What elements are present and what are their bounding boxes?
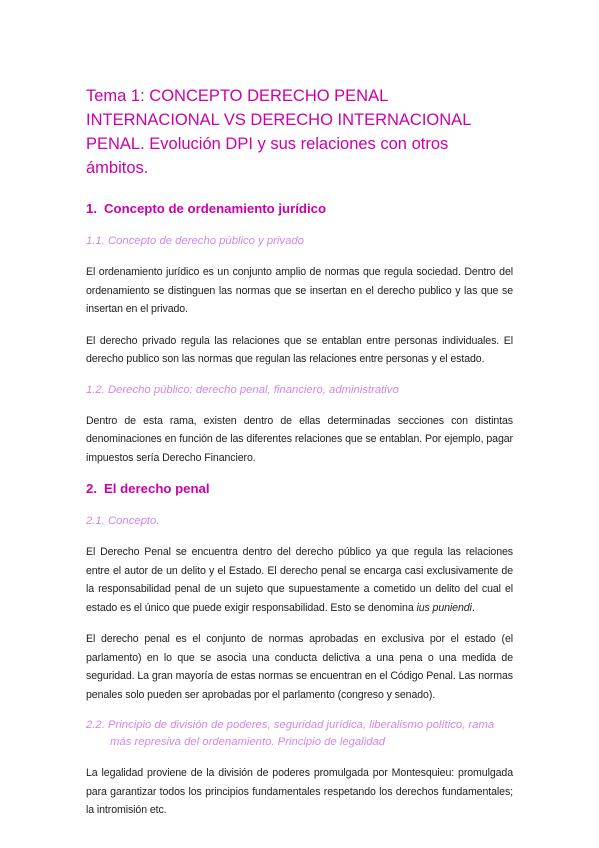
paragraph-end: . bbox=[471, 601, 475, 614]
section-1-heading bbox=[86, 200, 513, 218]
latin-term: ius puniendi bbox=[416, 601, 472, 614]
paragraph: El derecho penal es el conjunto de normas aprobadas en exclusiva por el estado (el parlamento) en lo que se asocia una conducta delictiva a una pena o una medida de seguridad. La gran mayoría de estas normas se encuentran en el Código Penal. Las normas penales solo pueden ser aprobadas por el parlamento (congreso y senado). bbox=[86, 633, 513, 701]
paragraph: El derecho privado regula las relaciones que se entablan entre personas individuales. El derecho publico son las normas que regulan las relaciones entre personas y el estado. bbox=[86, 334, 513, 365]
paragraph: El ordenamiento jurídico es un conjunto amplio de normas que regula sociedad. Dentro del ordenamiento se distinguen las normas que se insertan en el derecho publico y las que se insertan en el privado. bbox=[86, 266, 513, 315]
subsection-1-1-heading: 1.1. Concepto de derecho público y privado bbox=[86, 235, 304, 247]
paragraph-text: El Derecho Penal se encuentra dentro del derecho público ya que regula las relaciones entre el autor de un delito y el Estado. El derecho penal se encarga casi exclusivamente de la responsabilidad penal de un sujeto que supuestamente a cometido un delito del cual el estado es el único que puede exigir responsabilidad. Esto se denomina bbox=[86, 546, 513, 614]
paragraph: Dentro de esta rama, existen dentro de ellas determinadas secciones con distintas denominaciones en función de las diferentes relaciones que se entablan. Por ejemplo, pagar impuestos sería Derecho Financiero. bbox=[86, 414, 513, 464]
section-2-title: El derecho penal bbox=[104, 481, 210, 496]
document-title: Tema 1: CONCEPTO DERECHO PENAL INTERNACIONAL VS DERECHO INTERNACIONAL PENAL. Evolución DPI y sus relaciones con otros ámbitos. bbox=[86, 87, 471, 177]
section-2-number: 2. bbox=[86, 481, 97, 496]
subsection-2-1-heading: 2.1. Concepto. bbox=[86, 515, 160, 527]
section-1-number: 1. bbox=[86, 201, 97, 216]
section-2-heading bbox=[86, 480, 513, 498]
section-1-title: Concepto de ordenamiento jurídico bbox=[104, 201, 327, 216]
subsection-1-2-heading: 1.2. Derecho público: derecho penal, financiero, administrativo bbox=[86, 383, 399, 396]
subsection-2-2-heading: 2.2. Principio de división de poderes, seguridad jurídica, liberalismo político, rama más represiva del ordenamiento. Principio de legalidad bbox=[86, 719, 495, 748]
paragraph: La legalidad proviene de la división de poderes promulgada por Montesquieu: promulgada para garantizar todos los principios fundamentales respetando los derechos fundamentales; la intromisión etc. bbox=[86, 767, 513, 816]
paragraph bbox=[86, 543, 513, 617]
